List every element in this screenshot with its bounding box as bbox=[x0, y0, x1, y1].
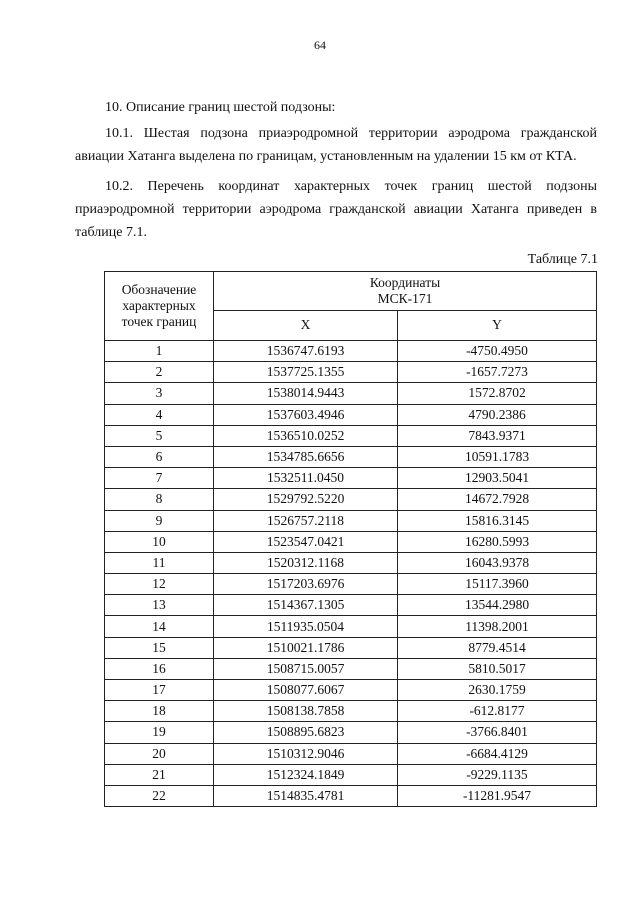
header-coordinates-title: Координаты bbox=[369, 274, 441, 290]
point-number-cell: 11 bbox=[105, 552, 214, 573]
y-coordinate-cell: 2630.1759 bbox=[398, 680, 597, 701]
y-coordinate-cell: 12903.5041 bbox=[398, 468, 597, 489]
table-row bbox=[105, 468, 597, 489]
x-coordinate-cell: 1512324.1849 bbox=[214, 764, 398, 785]
point-number-cell: 4 bbox=[105, 404, 214, 425]
table-row bbox=[105, 489, 597, 510]
x-coordinate-cell: 1508138.7858 bbox=[214, 701, 398, 722]
table-row bbox=[105, 574, 597, 595]
x-coordinate-cell: 1514835.4781 bbox=[214, 785, 398, 806]
point-number-cell: 22 bbox=[105, 785, 214, 806]
point-number-cell: 15 bbox=[105, 637, 214, 658]
y-coordinate-cell: -1657.7273 bbox=[398, 362, 597, 383]
header-coordinate-system: МСК-171 bbox=[377, 290, 433, 306]
y-coordinate-cell: 13544.2980 bbox=[398, 595, 597, 616]
table-row bbox=[105, 446, 597, 467]
table-row bbox=[105, 552, 597, 573]
table-row bbox=[105, 362, 597, 383]
x-coordinate-cell: 1538014.9443 bbox=[214, 383, 398, 404]
coordinates-table-body bbox=[105, 341, 597, 807]
point-number-cell: 5 bbox=[105, 425, 214, 446]
x-coordinate-cell: 1514367.1305 bbox=[214, 595, 398, 616]
point-number-cell: 7 bbox=[105, 468, 214, 489]
x-coordinate-cell: 1526757.2118 bbox=[214, 510, 398, 531]
point-number-cell: 17 bbox=[105, 680, 214, 701]
y-coordinate-cell: 15117.3960 bbox=[398, 574, 597, 595]
point-number-cell: 10 bbox=[105, 531, 214, 552]
coordinates-table bbox=[104, 271, 597, 807]
point-number-cell: 19 bbox=[105, 722, 214, 743]
y-coordinate-cell: -6684.4129 bbox=[398, 743, 597, 764]
point-number-cell: 13 bbox=[105, 595, 214, 616]
point-number-cell: 2 bbox=[105, 362, 214, 383]
x-coordinate-cell: 1508077.6067 bbox=[214, 680, 398, 701]
y-coordinate-cell: -9229.1135 bbox=[398, 764, 597, 785]
paragraph-coordinates-intro: 10.2. Перечень координат характерных точек границ шестой подзоны приаэродромной территории аэродрома гражданской авиации Хатанга приведен в таблице 7.1. bbox=[75, 179, 597, 240]
table-row bbox=[105, 658, 597, 679]
x-coordinate-cell: 1510021.1786 bbox=[214, 637, 398, 658]
x-coordinate-cell: 1534785.6656 bbox=[214, 446, 398, 467]
point-number-cell: 3 bbox=[105, 383, 214, 404]
point-number-cell: 8 bbox=[105, 489, 214, 510]
y-coordinate-cell: -11281.9547 bbox=[398, 785, 597, 806]
x-coordinate-cell: 1532511.0450 bbox=[214, 468, 398, 489]
y-coordinate-cell: 7843.9371 bbox=[398, 425, 597, 446]
x-coordinate-cell: 1536510.0252 bbox=[214, 425, 398, 446]
y-coordinate-cell: -612.8177 bbox=[398, 701, 597, 722]
point-number-cell: 18 bbox=[105, 701, 214, 722]
y-coordinate-cell: 10591.1783 bbox=[398, 446, 597, 467]
point-number-cell: 16 bbox=[105, 658, 214, 679]
point-number-cell: 9 bbox=[105, 510, 214, 531]
y-coordinate-cell: 8779.4514 bbox=[398, 637, 597, 658]
table-row bbox=[105, 531, 597, 552]
x-coordinate-cell: 1537603.4946 bbox=[214, 404, 398, 425]
table-row bbox=[105, 743, 597, 764]
y-coordinate-cell: 16280.5993 bbox=[398, 531, 597, 552]
table-row bbox=[105, 341, 597, 362]
table-row bbox=[105, 680, 597, 701]
section-title: 10. Описание границ шестой подзоны: bbox=[105, 100, 336, 115]
y-coordinate-cell: 5810.5017 bbox=[398, 658, 597, 679]
y-coordinate-cell: 15816.3145 bbox=[398, 510, 597, 531]
y-coordinate-cell: 14672.7928 bbox=[398, 489, 597, 510]
x-coordinate-cell: 1529792.5220 bbox=[214, 489, 398, 510]
page-number: 64 bbox=[314, 38, 326, 52]
x-coordinate-cell: 1537725.1355 bbox=[214, 362, 398, 383]
point-number-cell: 1 bbox=[105, 341, 214, 362]
point-number-cell: 6 bbox=[105, 446, 214, 467]
header-y: Y bbox=[398, 310, 597, 340]
x-coordinate-cell: 1520312.1168 bbox=[214, 552, 398, 573]
y-coordinate-cell: -4750.4950 bbox=[398, 341, 597, 362]
y-coordinate-cell: 16043.9378 bbox=[398, 552, 597, 573]
table-row bbox=[105, 595, 597, 616]
x-coordinate-cell: 1536747.6193 bbox=[214, 341, 398, 362]
table-row bbox=[105, 637, 597, 658]
table-row bbox=[105, 510, 597, 531]
table-row bbox=[105, 764, 597, 785]
x-coordinate-cell: 1511935.0504 bbox=[214, 616, 398, 637]
x-coordinate-cell: 1508715.0057 bbox=[214, 658, 398, 679]
x-coordinate-cell: 1517203.6976 bbox=[214, 574, 398, 595]
table-caption: Таблице 7.1 bbox=[527, 252, 598, 267]
header-point-designation: Обозначение характерных точек границ bbox=[105, 272, 214, 341]
point-number-cell: 12 bbox=[105, 574, 214, 595]
header-x: X bbox=[214, 310, 398, 340]
x-coordinate-cell: 1508895.6823 bbox=[214, 722, 398, 743]
header-coordinates bbox=[214, 272, 597, 311]
point-number-cell: 14 bbox=[105, 616, 214, 637]
paragraph-subzone-description: 10.1. Шестая подзона приаэродромной территории аэродрома гражданской авиации Хатанга выделена по границам, установленным на удалении 15 км от КТА. bbox=[75, 126, 597, 164]
y-coordinate-cell: 4790.2386 bbox=[398, 404, 597, 425]
x-coordinate-cell: 1523547.0421 bbox=[214, 531, 398, 552]
table-row bbox=[105, 616, 597, 637]
y-coordinate-cell: -3766.8401 bbox=[398, 722, 597, 743]
table-row bbox=[105, 701, 597, 722]
table-row bbox=[105, 425, 597, 446]
x-coordinate-cell: 1510312.9046 bbox=[214, 743, 398, 764]
table-row bbox=[105, 785, 597, 806]
table-row bbox=[105, 404, 597, 425]
point-number-cell: 21 bbox=[105, 764, 214, 785]
table-row bbox=[105, 722, 597, 743]
y-coordinate-cell: 11398.2001 bbox=[398, 616, 597, 637]
y-coordinate-cell: 1572.8702 bbox=[398, 383, 597, 404]
point-number-cell: 20 bbox=[105, 743, 214, 764]
table-row bbox=[105, 383, 597, 404]
